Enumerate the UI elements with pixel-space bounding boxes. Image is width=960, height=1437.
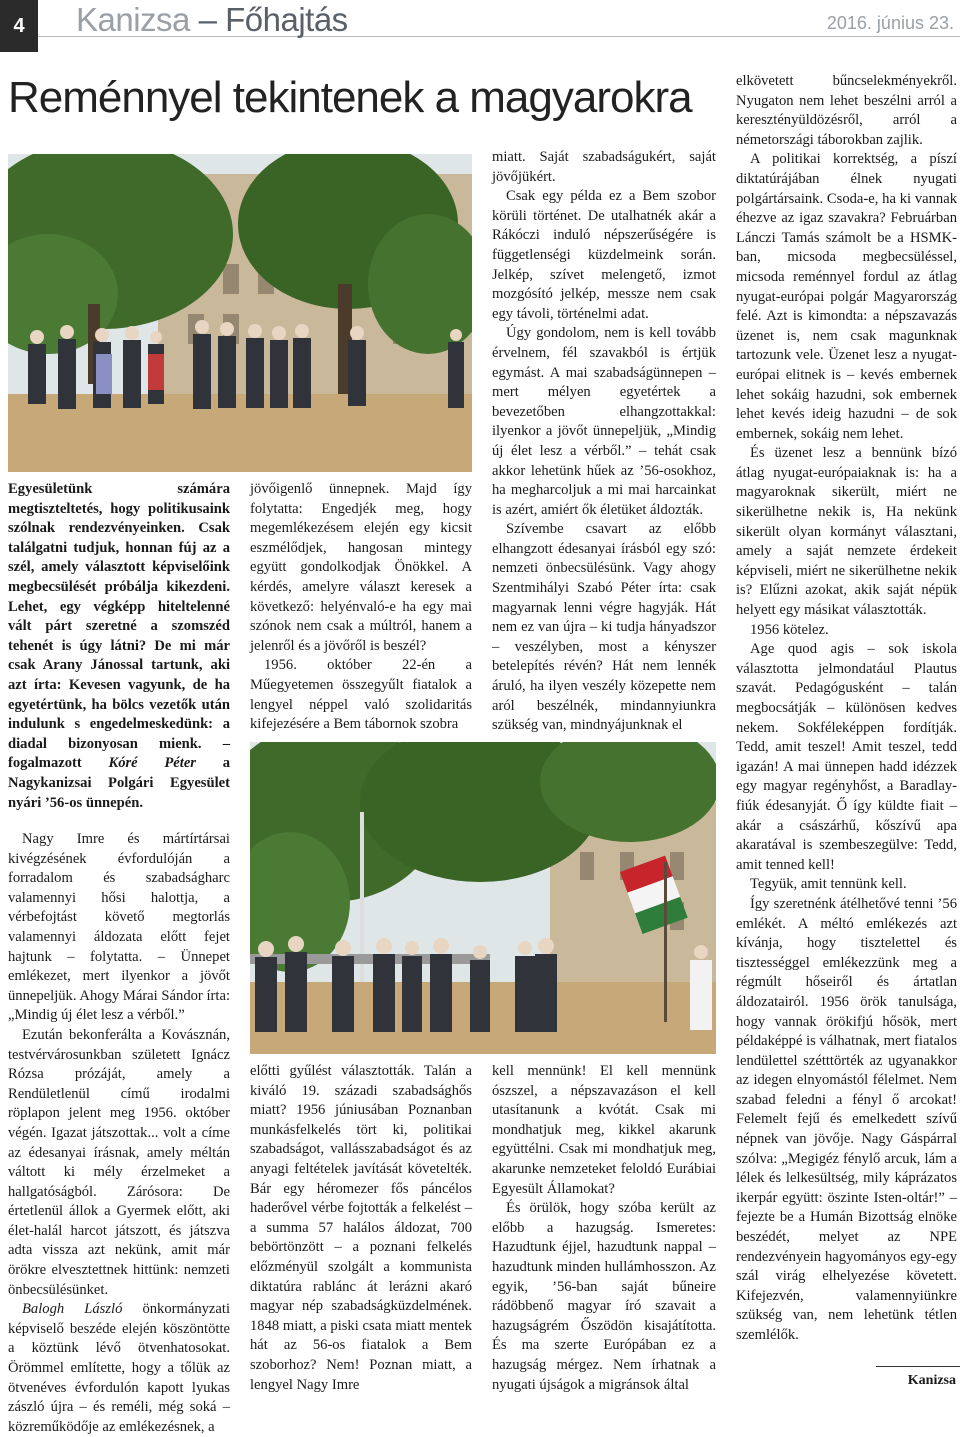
- column-2-top: [250, 480, 472, 735]
- footer-section-tag: Kanizsa: [907, 1373, 956, 1388]
- page-number: 4: [0, 0, 38, 52]
- masthead-title: Kanizsa: [76, 1, 190, 38]
- masthead-dash: –: [198, 1, 217, 38]
- article-lead: [8, 480, 230, 813]
- column-3-bottom: [492, 1062, 716, 1395]
- column-3-top: [492, 148, 716, 736]
- paragraph: kell mennünk! El kell mennünk ószszel, a népszavazáson el kell utasítanunk a kvótát. Csak mi mondhatjuk meg, kikkel akarunk együttélni. Csak mi mondhatjuk meg, akarunke nemzeteket feloldó Eurábiai Egyesült Államokat?: [492, 1063, 716, 1197]
- paragraph: 1956. október 22-én a Műegyetemen összegyűlt fiatalok a lengyel néppel való szolidaritás kifejezésére a Bem tábornok szobra: [250, 657, 472, 733]
- lead-text-end: a Nagykanizsai Polgári Egyesület nyári ’56-os ünnepén.: [8, 755, 230, 811]
- paragraph: elkövetett bűncselekményekről. Nyugaton nem lehet beszélni arról a keresztényüldözésről, arról a németországi táborokban zajlik.: [736, 73, 957, 148]
- paragraph: [8, 1300, 230, 1437]
- paragraph: És örülök, hogy szóba került az előbb a hazugság. Ismeretes: Hazudtunk éjjel, hazudtunk nappal – hazudtunk minden hullámhosszon. Az egyik, ’56-ban saját bűneire rádöbbenő magyar író szavait a hazugságrém Őszödön kisajátította. És ma szerte Európában ez a hazugság mérgez. Nem írhatnak a nyugati újságok a migránsok által: [492, 1200, 716, 1393]
- paragraph: jövőigenlő ünnepnek. Majd így folytatta: Engedjék meg, hogy megemlékezésem elején egy kicsit eszmélődjek, hangosan mintegy együtt gondolkodjak Önökkel. A kérdés, amelyre választ keresek a következő: helyénvaló-e ha egy mai szónok nem csak a múltról, hanem a jelenről és a jövőről is beszél?: [250, 481, 472, 654]
- paragraph: És üzenet lesz a bennünk bízó átlag nyugat-európaiaknak is: ha a magyaroknak sikerült, miért ne sikerülhetne nekik is, Ha nekünk sikerült olyan kormányt választani, amely a saját nemzete érdekeit képviseli, miért ne sikerülhetne nekik is? Elűzni azokat, akik saját népük helyett egy másikat választották.: [736, 445, 957, 619]
- photo-ceremony-crowd: [8, 154, 472, 472]
- footer-rule: [876, 1366, 960, 1367]
- paragraph: 1956 kötelez.: [750, 621, 829, 638]
- article-headline: Reménnyel tekintenek a magyarokra: [8, 73, 692, 122]
- lead-text: Egyesületünk számára megtiszteltetés, hogy politikusaink szólnak rendezvényeinken. Csak találgatni tudjuk, honnan fúj az a szél, amely választott képviselőink megbecsülését próbálja kikezdeni. Lehet, egy végképp hiteltelenné vált párt szeretné a szomszéd tehenét is úgy látni? De mi már csak Arany Jánossal tartunk, aki azt írta: Kevesen vagyunk, de ha egyetértünk, ha bölcs vezetők után indulunk s engedelmeskedünk: a diadal bizonyosan mienk. – fogalmazott: [8, 481, 230, 772]
- paragraph: Nagy Imre és mártírtársai kivégzésének évfordulóján a forradalom és szabadságharc valamennyi hősi halottja, a vérbefojtást követő megtorlás valamennyi áldozata előtt fejet hajtunk – folytatta. – Ünnepet emlékezet, mert ilyenkor a jövőt ünnepeljük. Ahogy Márai Sándor írta: „Mindig új élet lesz a vérből.”: [8, 831, 230, 1024]
- column-2-bottom: [250, 1062, 472, 1395]
- paragraph: Úgy gondolom, nem is kell tovább érvelnem, fél szavakból is értjük egymást. A mai szabadságünnepen – mert mélyen egyetértek a bevezetőben elhangzottakkal: ilyenkor a jövőt ünnepeljük, „Mindig új élet lesz a vérből.” – tehát csak akkor lehetünk hűek az ’56-osokhoz, ha megharcoljuk a mi mai harcainkat is azért, amiért ők életüket áldozták.: [492, 325, 716, 518]
- paragraph: Tegyük, amit tennünk kell.: [750, 876, 907, 893]
- paragraph-text: önkormányzati képviselő beszéde elején köszöntötte a köztünk lévő ötvenhatosokat. Örömmel említette, hogy a tőlük az ötvenéves évfordulón kapott lyukas zászló újra – és reméli, még soká – közreműködője az emlékezésnek, a: [8, 1301, 230, 1435]
- paragraph: Szívembe csavart az előbb elhangzott édesanyai írásból egy szó: nemzeti önbecsülésünk. Vagy ahogy Szentmihályi Szabó Péter írta: csak magyarnak lenni végre hagyják. Hát nem ez van újra – ki tudja hányadszor – veszélyben, most a kényszer betelepítés révén? Hát nem lennék áruló, ha ilyen veszély közepette nem aról beszélnék, mindannyiunkra szükség van, mindnyájunknak el: [492, 521, 716, 734]
- column-1: [8, 830, 230, 1437]
- issue-date: 2016. június 23.: [826, 13, 954, 33]
- paragraph: Csak egy példa ez a Bem szobor körüli történet. De utalhatnék akár a Rákóczi induló népszerűségére is függetlenségi küzdelmeink során. Jelkép, szívet melengető, izmot mozgósító jelkép, messze nem csak egy távoli, történelmi adat.: [492, 188, 716, 322]
- paragraph: Ezután bekonferálta a Kovásznán, testvérvárosunkban született Ignácz Rózsa prózáját, amely a Rendületlenül című irodalmi röplapon jelent meg 1956. október végén. Igazat játszottak... volt a címe az édesanyai írásnak, amely méltán váltott ki mély érzelmeket a hallgatóságból. Zárósora: De értetlenül állok a Gyermek előtt, aki élet-halál harcot játszott, és játszva adta vissza azt nekünk, amit már örökre elvesztettnek hittünk: nemzeti önbecsülésünket.: [8, 1026, 230, 1298]
- speaker-name: Balogh László: [22, 1301, 123, 1318]
- masthead-subtitle: Főhajtás: [225, 1, 348, 38]
- lead-speaker-name: Kóré Péter: [108, 755, 196, 772]
- paragraph: miatt. Saját szabadságukért, saját jövőjükért.: [492, 149, 716, 185]
- photo-flag-ceremony: [250, 742, 716, 1054]
- column-4: [736, 72, 957, 1346]
- paragraph: előtti gyűlést választották. Talán a kiváló 19. századi szabadsághős miatt? 1956 júniusában Poznanban munkásfelkelés tört ki, politikai szabadságot, vallásszabadságot és az anyagi feltételek javítását követelték. Bár egy héromezer fős páncélos haderővel vérbe fojtották a felkelést – a summa 57 halálos áldozat, 700 bebörtönzött – a poznani felkelés előzményül szolgált a kommunista diktatúra rablánc át lerázni akaró magyar nép szabadságküzdelmének. 1848 miatt, a piski csata miatt mentek hát az 56-os fiatalok a Bem szoborhoz? Nem! Poznan miatt, a lengyel Nagy Imre: [250, 1063, 472, 1393]
- paragraph: A politikai korrektség, a píszí diktatúrájában élnek nyugati polgártársaink. Csoda-e, ha ki vannak éhezve az igaz szavakra? Februárban Lánczi Tamás számolt be a HSMK-ban, micsoda megbecsüléssel, micsoda reménnyel fordul az átlag nyugat-európai polgár Magyarország felé. Azt is kimondta: a népszavazás üzenet is, nem csak magunknak tartozunk vele. Üzenet lesz a nyugat-európai elitnek is – kevés embernek lehet sokáig hazudni, sok embernek lehet kevés ideig hazudni – de sok embernek, sokáig nem lehet.: [736, 151, 957, 442]
- paragraph: Így szeretnénk átélhetővé tenni ’56 emlékét. A méltó emlékezés azt kívánja, hogy tisztelettel és tisztességgel emlékezzünk meg a régmúlt hőseiről és ártatlan áldozatairól. 1956 örök tanulsága, hogy vannak örökifjú hősök, mert példaképpé is válhatnak, mert fiatalos lendülettel szétttörték az ugyanakkor az idegen elnyomástól félelmet. Nem szabad feledni a fényl ő arcokat! Felemelt fejű és emelkedett szívű népnek van jövője. Nagy Gáspárral szólva: „Megigéz fénylő arcuk, lám a lélek és lelkesültség, mily káprázatos ikerpár együtt: öszinte Isten-oltár!” – fejezte be a Humán Bizottság elnöke beszédét, melyet az NPE rendezvényein hagyományos egy-egy szál virág elhelyezése követett. Kifejezvén, valamennyiünkre szükség van, nem lehetünk tétlen szemlélők.: [736, 895, 957, 1343]
- paragraph: Age quod agis – sok iskola választotta jelmondatául Plautus szavát. Pedagógusként – talán megbocsátják – különösen kedves nekem. Sokféleképpen fordítják. Tedd, amit teszel! Amit teszel, tedd igazán! A mai ünnepen hadd idézzek egy magyar regényhőst, a Baradlay-fiúk édesanyját. Ő így küldte fiait – akár a császárhű, kőszívű apa akaratával is szembeszegülve: Tedd, amit tenned kell!: [736, 641, 957, 873]
- masthead: [76, 0, 348, 42]
